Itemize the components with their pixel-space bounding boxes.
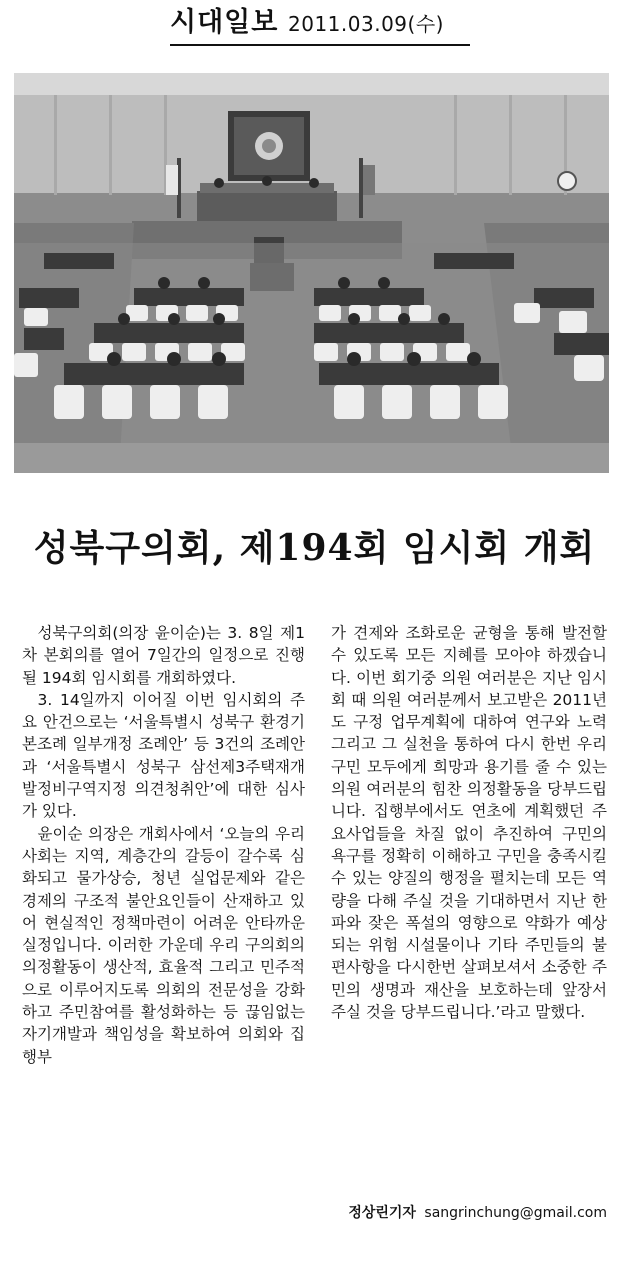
council-chamber-photo (14, 73, 609, 473)
reporter-name: 정상린기자 (348, 1205, 416, 1221)
byline (348, 1203, 607, 1223)
article-column-right (331, 622, 607, 1023)
headline: 성북구의회, 제194회 임시회 개회 (33, 527, 596, 569)
article-paragraph: 가 견제와 조화로운 균형을 통해 발전할 수 있도록 모든 지혜를 모아야 하겠습니다. 이번 회기중 의원 여러분은 지난 임시회 때 의원 여러분께서 보고받은 2011년도 구정 업무계획에 대하여 연구와 노력 그리고 그 실천을 통하여 다시 한번 우리구민 모두에게 희망과 용기를 줄 수 있는 의원 여러분의 힘찬 의정활동을 당부드립니다. 집행부에서도 연초에 계획했던 주요사업들을 차질 없이 추진하여 구민의 욕구를 정확히 이해하고 구민을 충족시킬 수 있는 양질의 행정을 펼치는데 모든 역량을 다해 주실 것을 기대하면서 지난 한파와 잦은 폭설의 영향으로 약화가 예상되는 위험 시설물이나 기타 주민들의 불편사항을 다시한번 살펴보셔서 소중한 주민의 생명과 재산을 보호하는데 앞장서 주실 것을 당부드립니다.’라고 말했다. (331, 624, 607, 1022)
article-paragraph: 윤이순 의장은 개회사에서 ‘오늘의 우리사회는 지역, 계층간의 갈등이 갈수록 심화되고 물가상승, 청년 실업문제와 같은 경제의 구조적 불안요인들이 산재하고 있어 현실적인 정책마련이 어려운 안타까운 실정입니다. 이러한 가운데 우리 구의회의 의정활동이 생산적, 효율적 그리고 민주적으로 이루어지도록 의회의 전문성을 강화하고 주민참여를 활성화하는 등 끊임없는 자기개발과 책임성을 확보하여 의회와 집행부 (22, 824, 305, 1066)
newspaper-name: 시대일보 (170, 7, 279, 38)
masthead (170, 6, 470, 40)
reporter-email: sangrinchung@gmail.com (424, 1205, 607, 1221)
article-paragraph: 성북구의회(의장 윤이순)는 3. 8일 제1차 본회의를 열어 7일간의 일정으로 진행될 194회 임시회를 개회하였다. (22, 624, 305, 687)
article-column-left (22, 622, 305, 1068)
publication-date: 2011.03.09(수) (288, 12, 444, 36)
masthead-underline (170, 44, 470, 46)
article-paragraph: 3. 14일까지 이어질 이번 임시회의 주요 안건으로는 ‘서울특별시 성북구 환경기본조례 일부개정 조례안’ 등 3건의 조례안과 ‘서울특별시 성북구 삼선제3주택재개발정비구역지정 의견청취안’에 대한 심사가 있다. (22, 690, 305, 821)
